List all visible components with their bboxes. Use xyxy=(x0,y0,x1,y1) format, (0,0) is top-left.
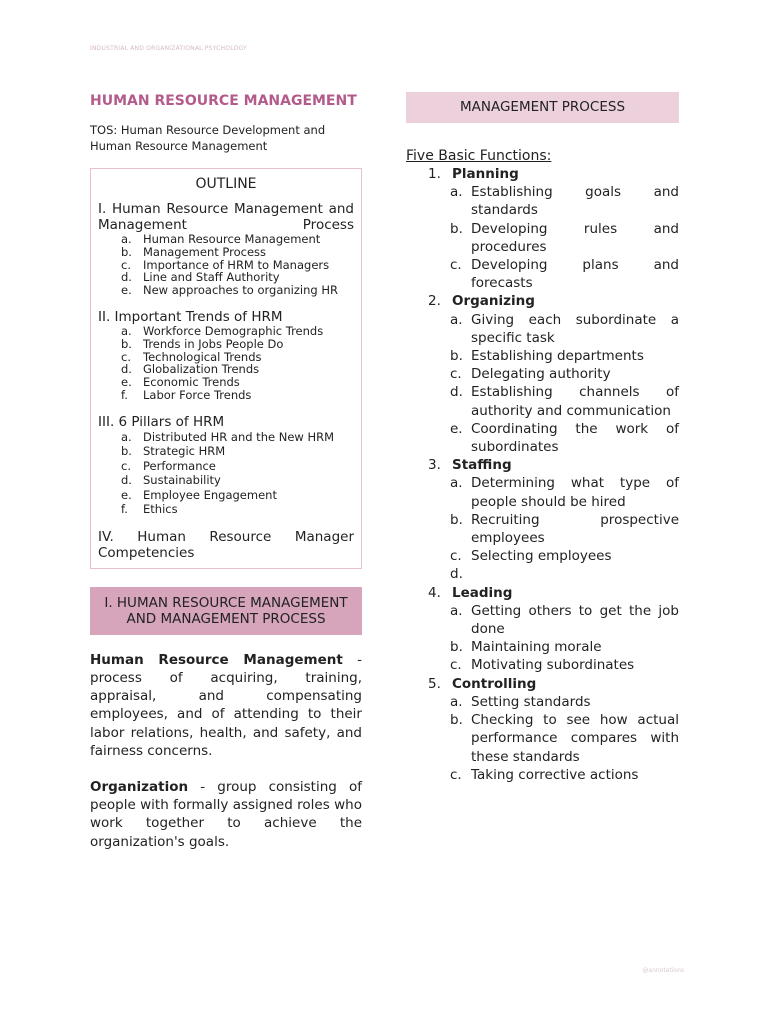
list-item: c. Performance xyxy=(121,458,216,473)
function-controlling: 5. Controlling xyxy=(428,675,537,692)
list-item: a. Getting others to get the job done xyxy=(450,602,679,638)
definition-organization xyxy=(90,778,362,851)
list-item: c. Taking corrective actions xyxy=(450,766,639,783)
list-item: d. xyxy=(450,566,463,583)
staffing-items xyxy=(406,474,679,583)
function-organizing: 2. Organizing xyxy=(428,293,535,310)
list-item: a. Giving each subordinate a specific task xyxy=(450,311,679,346)
function-leading: 4. Leading xyxy=(428,584,513,601)
outline-section-1-items xyxy=(98,233,354,297)
list-item: b. Developing rules and procedures xyxy=(450,220,679,255)
list-item: e. Economic Trends xyxy=(121,375,240,390)
list-item: d. Globalization Trends xyxy=(121,362,260,377)
list-item: d. Line and Staff Authority xyxy=(121,270,280,285)
definition-text: - process of acquiring, training, appraisal, and compensating employees, and of attending to their labor relations, health, and safety, and fairness concerns. xyxy=(90,651,362,759)
planning-items xyxy=(406,183,679,292)
organizing-items xyxy=(406,311,679,457)
function-staffing: 3. Staffing xyxy=(428,457,512,474)
list-item: a. Human Resource Management xyxy=(121,232,321,246)
list-item: f. Labor Force Trends xyxy=(121,387,252,402)
list-item: a. Workforce Demographic Trends xyxy=(121,323,324,338)
list-item: b. Checking to see how actual performance compares with these standards xyxy=(450,712,679,765)
list-item: e. Coordinating the work of subordinates xyxy=(450,420,679,456)
list-item: a. Establishing goals and standards xyxy=(450,184,679,219)
list-item: c. Selecting employees xyxy=(450,548,612,565)
definition-text: - group consisting of people with formally assigned roles who work together to achieve the organization's goals. xyxy=(90,778,362,850)
functions-list xyxy=(406,165,679,183)
five-functions-heading: Five Basic Functions: xyxy=(406,148,552,164)
definition-hrm xyxy=(90,651,362,760)
list-item: b. Trends in Jobs People Do xyxy=(121,336,284,351)
outline-section-3-items xyxy=(98,430,354,517)
leading-items xyxy=(406,602,679,675)
outline-section-2-items xyxy=(98,325,354,402)
list-item: c. Technological Trends xyxy=(121,349,262,364)
list-item: e. New approaches to organizing HR xyxy=(121,283,338,298)
list-item: c. Delegating authority xyxy=(450,366,611,383)
list-item: a. Setting standards xyxy=(450,693,591,710)
list-item: b. Recruiting prospective employees xyxy=(450,511,679,547)
list-item: d. Establishing channels of authority and communication xyxy=(450,384,679,419)
list-item: b. Establishing departments xyxy=(450,348,644,365)
outline-section-4: IV. Human Resource Manager Competencies xyxy=(98,528,354,561)
page-title: HUMAN RESOURCE MANAGEMENT xyxy=(90,93,357,109)
list-item: a. Distributed HR and the New HRM xyxy=(121,429,335,444)
tos-line: TOS: Human Resource Development and Human Resource Management xyxy=(90,123,326,153)
list-item: f. Ethics xyxy=(121,502,178,517)
definition-term: Organization xyxy=(90,778,189,795)
list-item: c. Developing plans and forecasts xyxy=(450,257,679,292)
left-column xyxy=(90,92,362,851)
list-item: c. Importance of HRM to Managers xyxy=(121,257,330,272)
outline-box xyxy=(90,168,362,569)
list-item: d. Sustainability xyxy=(121,473,221,488)
list-item: e. Employee Engagement xyxy=(121,487,277,502)
outline-section-3: III. 6 Pillars of HRM xyxy=(98,413,225,430)
management-process-banner: MANAGEMENT PROCESS xyxy=(406,92,679,123)
outline-title: OUTLINE xyxy=(195,176,257,192)
list-item: b. Management Process xyxy=(121,244,267,259)
outline-section-1: I. Human Resource Management and Management Process xyxy=(98,201,354,233)
running-header: INDUSTRIAL AND ORGANIZATIONAL PSYCHOLOGY xyxy=(90,45,247,52)
function-planning: 1. Planning xyxy=(428,166,519,182)
list-item: c. Motivating subordinates xyxy=(450,657,635,674)
outline-section-2: II. Important Trends of HRM xyxy=(98,308,283,325)
right-column xyxy=(406,92,679,784)
section-banner: I. HUMAN RESOURCE MANAGEMENT AND MANAGEMENT PROCESS xyxy=(90,587,362,635)
list-item: b. Maintaining morale xyxy=(450,639,602,656)
definition-term: Human Resource Management xyxy=(90,651,343,668)
list-item: a. Determining what type of people should be hired xyxy=(450,475,679,510)
footer-watermark: @annotations xyxy=(642,967,684,974)
controlling-items xyxy=(406,693,679,784)
list-item: b. Strategic HRM xyxy=(121,444,226,459)
